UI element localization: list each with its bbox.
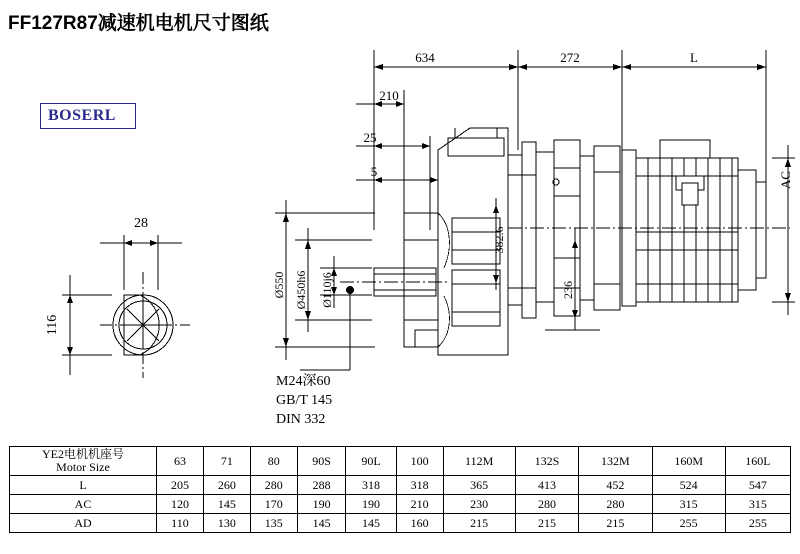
dim-label-116: 116: [45, 314, 60, 336]
cell-L-9: 524: [652, 476, 725, 495]
cell-AC-0: 120: [157, 495, 204, 514]
note-line-2: GB/T 145: [276, 393, 333, 408]
cell-L-6: 365: [443, 476, 515, 495]
dim-label-236: 236: [561, 281, 575, 299]
brand-logo-text: BOSERL: [48, 107, 116, 124]
cell-AD-9: 255: [652, 514, 725, 533]
dim-236: [545, 228, 600, 330]
cell-L-7: 413: [515, 476, 578, 495]
motor-size-table: [9, 446, 791, 533]
dim-label-450: Ø450h6: [294, 270, 308, 310]
dim-label-5: 5: [370, 164, 378, 179]
row-label-L: L: [10, 476, 157, 495]
cell-L-8: 452: [579, 476, 652, 495]
table-header-row: [10, 447, 791, 476]
size-col-8: 132M: [579, 447, 652, 476]
cell-AC-3: 190: [297, 495, 346, 514]
dim-label-25: 25: [363, 130, 377, 145]
cell-AC-2: 170: [250, 495, 297, 514]
size-col-4: 90L: [346, 447, 396, 476]
table-header-label-cn: YE2电机机座号: [42, 447, 124, 461]
cell-AD-7: 215: [515, 514, 578, 533]
dim-634: [374, 64, 518, 70]
dim-label-AC: AC: [778, 170, 793, 190]
cell-AD-4: 145: [346, 514, 396, 533]
row-label-AC: AC: [10, 495, 157, 514]
table-row: [10, 476, 791, 495]
cell-AD-5: 160: [396, 514, 443, 533]
size-col-0: 63: [157, 447, 204, 476]
size-col-5: 100: [396, 447, 443, 476]
cell-AD-6: 215: [443, 514, 515, 533]
cell-L-1: 260: [203, 476, 250, 495]
size-col-7: 132S: [515, 447, 578, 476]
dim-AC: [772, 145, 795, 315]
cell-AD-1: 130: [203, 514, 250, 533]
cell-AC-6: 230: [443, 495, 515, 514]
dim-label-210: 210: [379, 88, 399, 103]
page-title: FF127R87减速机电机尺寸图纸: [8, 13, 269, 34]
dim-label-110: Ø110j6: [320, 272, 334, 308]
cell-L-4: 318: [346, 476, 396, 495]
cell-AC-10: 315: [725, 495, 790, 514]
cell-L-5: 318: [396, 476, 443, 495]
table-row: [10, 495, 791, 514]
size-col-9: 160M: [652, 447, 725, 476]
dim-label-28: 28: [134, 216, 148, 231]
size-col-10: 160L: [725, 447, 790, 476]
row-label-AD: AD: [10, 514, 157, 533]
cell-L-10: 547: [725, 476, 790, 495]
cell-AC-4: 190: [346, 495, 396, 514]
table-header-label-en: Motor Size: [56, 460, 110, 474]
table-row: [10, 514, 791, 533]
note-line-3: DIN 332: [276, 412, 326, 427]
dim-label-634: 634: [415, 50, 435, 65]
cell-AC-5: 210: [396, 495, 443, 514]
cell-AD-0: 110: [157, 514, 204, 533]
dim-label-L: L: [690, 50, 698, 65]
size-col-3: 90S: [297, 447, 346, 476]
cell-AD-10: 255: [725, 514, 790, 533]
dim-label-382-6: 382.6: [492, 226, 506, 254]
cell-L-3: 288: [297, 476, 346, 495]
cell-AC-1: 145: [203, 495, 250, 514]
cell-L-2: 280: [250, 476, 297, 495]
dim-28: [100, 235, 182, 290]
table-header-label: [10, 447, 157, 476]
cell-L-0: 205: [157, 476, 204, 495]
cell-AD-3: 145: [297, 514, 346, 533]
cell-AC-7: 280: [515, 495, 578, 514]
cell-AD-8: 215: [579, 514, 652, 533]
cell-AC-8: 280: [579, 495, 652, 514]
dim-5: [356, 177, 438, 183]
size-col-2: 80: [250, 447, 297, 476]
cell-AC-9: 315: [652, 495, 725, 514]
size-col-1: 71: [203, 447, 250, 476]
dim-label-272: 272: [560, 50, 580, 65]
size-col-6: 112M: [443, 447, 515, 476]
dim-label-550: Ø550: [272, 271, 286, 299]
note-line-1: M24深60: [276, 374, 331, 389]
cell-AD-2: 135: [250, 514, 297, 533]
